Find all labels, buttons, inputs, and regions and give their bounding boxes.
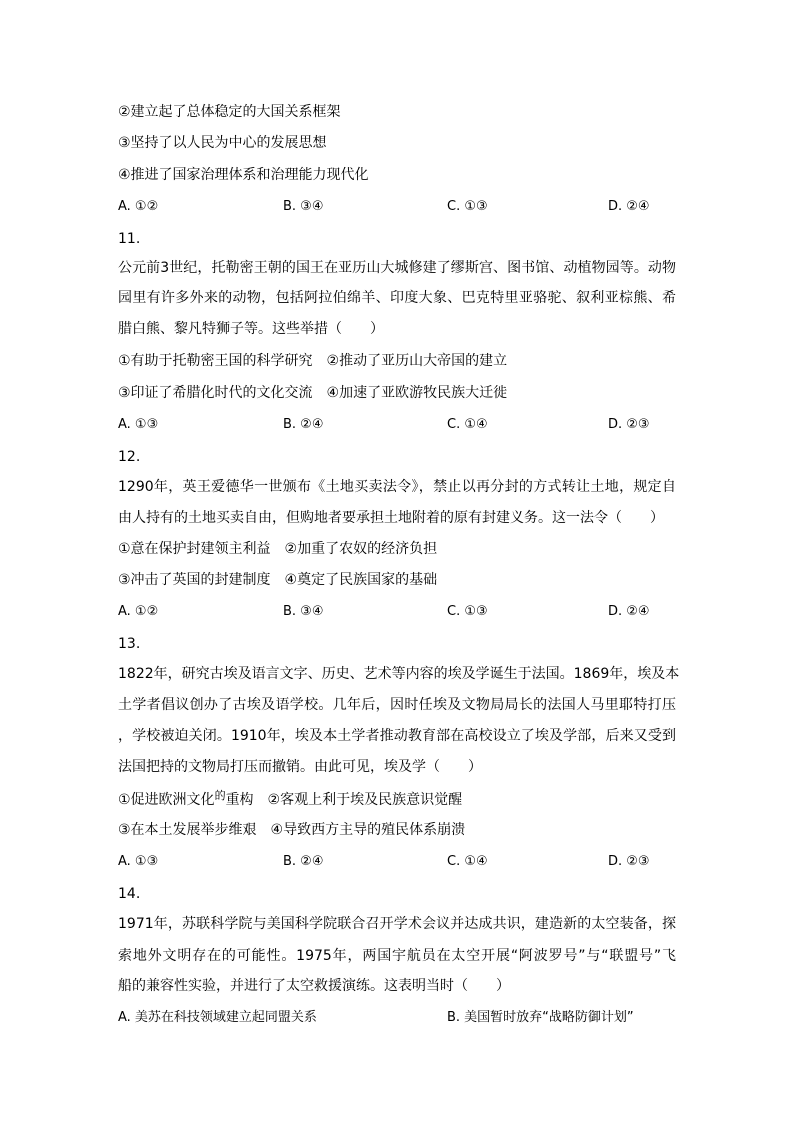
option-a: A. ①③ <box>118 854 159 869</box>
stem-line: 腊白熊、黎凡特狮子等。这些举措（ ） <box>118 321 384 337</box>
stem-line: 1971年，苏联科学院与美国科学院联合召开学术会议并达成共识，建造新的太空装备，探 <box>118 916 676 932</box>
option-a: A. ①② <box>118 199 159 214</box>
stem-line: 法国把持的文物局打压而撤销。由此可见，埃及学（ ） <box>118 759 482 775</box>
statement: ③在本土发展举步维艰 ④导致西方主导的殖民体系崩溃 <box>118 822 466 838</box>
stem-line: 1822年，研究古埃及语言文字、历史、艺术等内容的埃及学诞生于法国。1869年，埃及本 <box>118 666 680 682</box>
option-a: A. 美苏在科技领域建立起同盟关系 <box>118 1010 317 1025</box>
statement-part: ①促进欧洲文化 <box>118 792 215 808</box>
option-a: A. ①② <box>118 604 159 619</box>
option-c: C. ①④ <box>447 854 488 869</box>
stem-line: 船的兼容性实验，并进行了太空救援演练。这表明当时（ ） <box>118 978 510 994</box>
stem-line: 园里有许多外来的动物，包括阿拉伯绵羊、印度大象、巴克特里亚骆驼、叙利亚棕熊、希 <box>118 290 676 306</box>
question-number: 11. <box>118 231 141 247</box>
statement: ④推进了国家治理体系和治理能力现代化 <box>118 167 369 183</box>
statement: ①有助于托勒密王国的科学研究 ②推动了亚历山大帝国的建立 <box>118 353 508 369</box>
option-c: C. ①③ <box>447 199 488 214</box>
stem-line: 索地外文明存在的可能性。1975年，两国宇航员在太空开展“阿波罗号”与“联盟号”飞 <box>118 948 676 964</box>
statement: ③印证了希腊化时代的文化交流 ④加速了亚欧游牧民族大迁徙 <box>118 385 508 401</box>
option-b: B. 美国暂时放弃“战略防御计划” <box>447 1010 634 1025</box>
stem-line: 由人持有的土地买卖自由，但购地者要承担土地附着的原有封建义务。这一法令（ ） <box>118 510 664 526</box>
statement: ②建立起了总体稳定的大国关系框架 <box>118 104 341 120</box>
option-d: D. ②④ <box>608 199 650 214</box>
option-b: B. ②④ <box>283 854 324 869</box>
option-d: D. ②③ <box>608 854 650 869</box>
statement <box>118 791 462 810</box>
statement-part: 重构 ②客观上利于埃及民族意识觉醒 <box>225 792 463 808</box>
stem-line: 土学者倡议创办了古埃及语学校。几年后，因时任埃及文物局局长的法国人马里耶特打压 <box>118 697 676 713</box>
stem-line: 公元前3世纪，托勒密王朝的国王在亚历山大城修建了缪斯宫、图书馆、动植物园等。动物 <box>118 260 676 276</box>
question-number: 12. <box>118 449 141 465</box>
statement: ③冲击了英国的封建制度 ④奠定了民族国家的基础 <box>118 572 438 588</box>
question-number: 14. <box>118 886 141 902</box>
statement: ①意在保护封建领主利益 ②加重了农奴的经济负担 <box>118 541 438 557</box>
stem-line: ，学校被迫关闭。1910年，埃及本土学者推动教育部在高校设立了埃及学部，后来又受到 <box>118 728 676 744</box>
stem-line: 1290年，英王爱德华一世颁布《土地买卖法令》，禁止以再分封的方式转让土地，规定自 <box>118 479 676 495</box>
question-number: 13. <box>118 636 141 652</box>
statement-superscript: 的 <box>214 789 226 802</box>
option-d: D. ②④ <box>608 604 650 619</box>
option-b: B. ③④ <box>283 199 324 214</box>
option-b: B. ②④ <box>283 417 324 432</box>
option-b: B. ③④ <box>283 604 324 619</box>
option-c: C. ①④ <box>447 417 488 432</box>
option-d: D. ②③ <box>608 417 650 432</box>
option-c: C. ①③ <box>447 604 488 619</box>
statement: ③坚持了以人民为中心的发展思想 <box>118 135 327 151</box>
option-a: A. ①③ <box>118 417 159 432</box>
